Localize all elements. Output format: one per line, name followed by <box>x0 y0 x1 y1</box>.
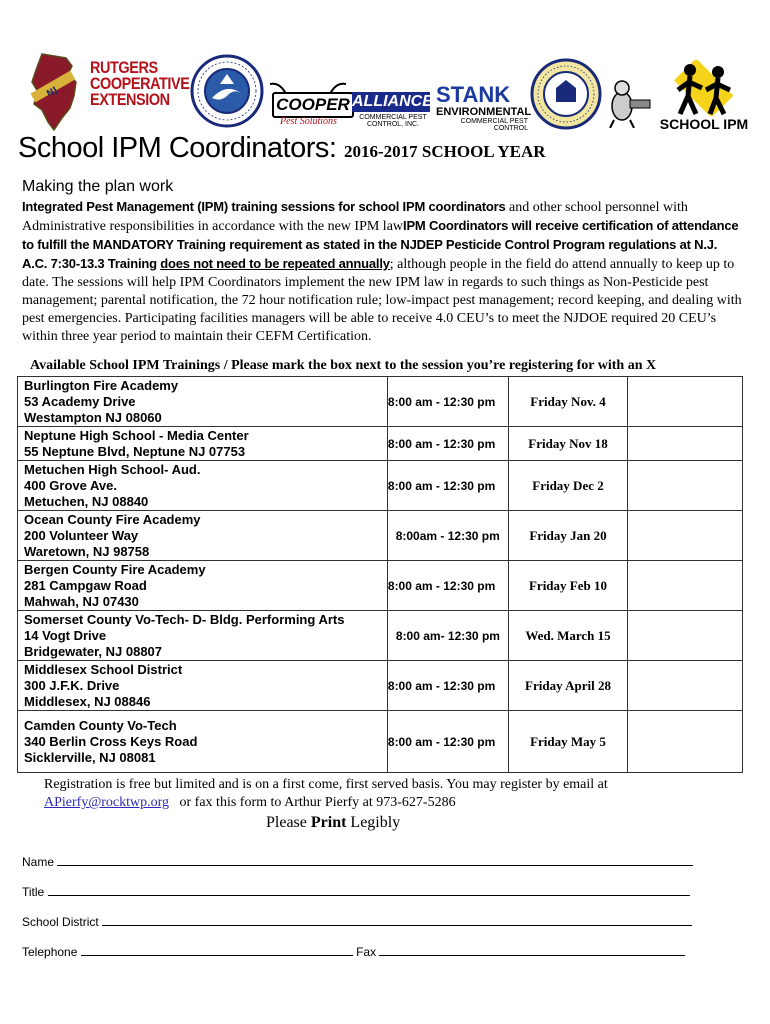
print-legibly: Please Print Legibly <box>266 814 401 831</box>
registration-note <box>44 776 744 812</box>
session-time: 8:00 am - 12:30 pm <box>387 461 508 511</box>
session-time: 8:00 am - 12:30 pm <box>387 561 508 611</box>
rutgers-line-3: EXTENSION <box>90 90 170 109</box>
logo-strip <box>0 40 770 132</box>
school-district-label: School District <box>22 915 99 929</box>
nj-map-logo <box>22 52 88 132</box>
session-location: Ocean County Fire Academy 200 Volunteer Way Waretown, NJ 98758 <box>18 511 388 561</box>
rutgers-line-2: COOPERATIVE <box>90 74 190 93</box>
session-date: Friday April 28 <box>508 661 628 711</box>
session-date: Friday Feb 10 <box>508 561 628 611</box>
rutgers-logo <box>90 60 190 130</box>
intro-bold-2: IPM Coordinators will receive certification of attendance to fulfill the MANDATORY Training requirement as stated in the NJDEP Pesticide Control Program regulations at N.J. A.C. 7:30-13.3 Training <box>22 218 739 271</box>
nj-map-label: NJ <box>45 85 60 100</box>
session-date: Friday May 5 <box>508 711 628 773</box>
session-time: 8:00 am - 12:30 pm <box>387 377 508 427</box>
school-year: 2016-2017 SCHOOL YEAR <box>344 142 546 161</box>
session-row <box>18 511 743 561</box>
session-location: Metuchen High School- Aud. 400 Grove Ave. Metuchen, NJ 08840 <box>18 461 388 511</box>
school-children-icon <box>654 60 754 116</box>
session-mark-box[interactable] <box>628 511 743 561</box>
alliance-wordmark: ALLIANCE <box>352 93 433 110</box>
session-row <box>18 611 743 661</box>
name-label: Name <box>22 855 55 869</box>
session-row <box>18 711 743 773</box>
title-label: Title <box>22 885 45 899</box>
rutgers-line-1: RUTGERS <box>90 58 158 77</box>
name-field[interactable] <box>22 854 693 869</box>
cooper-subtitle: Pest Solutions <box>280 116 337 127</box>
stank-environmental: ENVIRONMENTAL <box>436 106 532 118</box>
session-time: 8:00 am - 12:30 pm <box>387 711 508 773</box>
registration-email-link[interactable]: APierfy@rocktwp.org <box>44 795 170 810</box>
intro-text-1: and other school personnel with Administrative responsibilities in accordance with the new IPM law <box>22 200 688 234</box>
intro-paragraph <box>22 198 742 346</box>
cooper-logo <box>266 80 350 130</box>
session-mark-box[interactable] <box>628 461 743 511</box>
session-date: Friday Jan 20 <box>508 511 628 561</box>
cooper-wordmark: COOPER <box>272 92 354 118</box>
session-mark-box[interactable] <box>628 427 743 461</box>
termite-icon <box>604 76 652 128</box>
session-time: 8:00 am - 12:30 pm <box>387 661 508 711</box>
session-time: 8:00 am - 12:30 pm <box>387 427 508 461</box>
session-mark-box[interactable] <box>628 377 743 427</box>
session-location: Bergen County Fire Academy 281 Campgaw Road Mahwah, NJ 07430 <box>18 561 388 611</box>
session-row <box>18 661 743 711</box>
session-date: Friday Nov 18 <box>508 427 628 461</box>
page-title <box>18 132 546 165</box>
registration-fax-text: or fax this form to Arthur Pierfy at 973-627-5286 <box>169 795 456 810</box>
session-location: Camden County Vo-Tech 340 Berlin Cross Keys Road Sicklerville, NJ 08081 <box>18 711 388 773</box>
association-seal-logo <box>530 58 602 130</box>
telephone-field[interactable] <box>22 944 685 959</box>
intro-bold-1: Integrated Pest Management (IPM) training sessions for school IPM coordinators <box>22 199 506 214</box>
fax-label: Fax <box>356 945 377 959</box>
title-text: School IPM Coordinators: <box>18 132 337 164</box>
njdep-seal-logo <box>190 54 264 128</box>
session-time: 8:00 am- 12:30 pm <box>387 611 508 661</box>
stank-subtitle: COMMERCIAL PEST CONTROL <box>460 118 528 132</box>
school-ipm-wordmark: SCHOOL IPM <box>659 116 749 132</box>
registration-text: Registration is free but limited and is on a first come, first served basis. You may register by email at <box>44 777 608 792</box>
intro-underlined: does not need to be repeated annually <box>160 256 390 271</box>
session-mark-box[interactable] <box>628 711 743 773</box>
title-field[interactable] <box>22 884 690 899</box>
session-location: Neptune High School - Media Center 55 Neptune Blvd, Neptune NJ 07753 <box>18 427 388 461</box>
session-mark-box[interactable] <box>628 611 743 661</box>
session-row <box>18 377 743 427</box>
session-date: Friday Dec 2 <box>508 461 628 511</box>
school-district-field[interactable] <box>22 914 692 929</box>
intro-text-2: ; although people in the field do attend annually to keep up to date. The sessions will help IPM Coordinators implement the new IPM law in regards to such things as Non-Pesticide pest management; parental notification, the 72 hour notification rule; low-impact pest management; record keeping, and dealing with pest emergencies. Participating facilities managers will be able to receive 4.0 CEU’s to meet the NJDOE required 20 CEU’s within three year period to maintain their CEFM Certification. <box>22 257 742 344</box>
fax-field[interactable] <box>379 944 685 956</box>
school-ipm-logo <box>654 60 764 132</box>
session-row <box>18 427 743 461</box>
session-location: Burlington Fire Academy 53 Academy Drive Westampton NJ 08060 <box>18 377 388 427</box>
session-date: Friday Nov. 4 <box>508 377 628 427</box>
telephone-label: Telephone <box>22 945 78 959</box>
session-row <box>18 561 743 611</box>
alliance-subtitle: COMMERCIAL PEST CONTROL, INC. <box>359 114 427 128</box>
session-mark-box[interactable] <box>628 661 743 711</box>
session-date: Wed. March 15 <box>508 611 628 661</box>
session-row <box>18 461 743 511</box>
session-time: 8:00am - 12:30 pm <box>387 511 508 561</box>
trainings-heading: Available School IPM Trainings / Please mark the box next to the session you’re registering for with an X <box>30 358 657 373</box>
stank-wordmark: STANK <box>436 82 511 107</box>
session-location: Middlesex School District 300 J.F.K. Drive Middlesex, NJ 08846 <box>18 661 388 711</box>
subtitle: Making the plan work <box>22 178 174 195</box>
stank-logo <box>436 82 532 132</box>
sessions-table <box>17 376 743 773</box>
alliance-logo <box>352 92 434 126</box>
session-location: Somerset County Vo-Tech- D- Bldg. Performing Arts 14 Vogt Drive Bridgewater, NJ 08807 <box>18 611 388 661</box>
session-mark-box[interactable] <box>628 561 743 611</box>
